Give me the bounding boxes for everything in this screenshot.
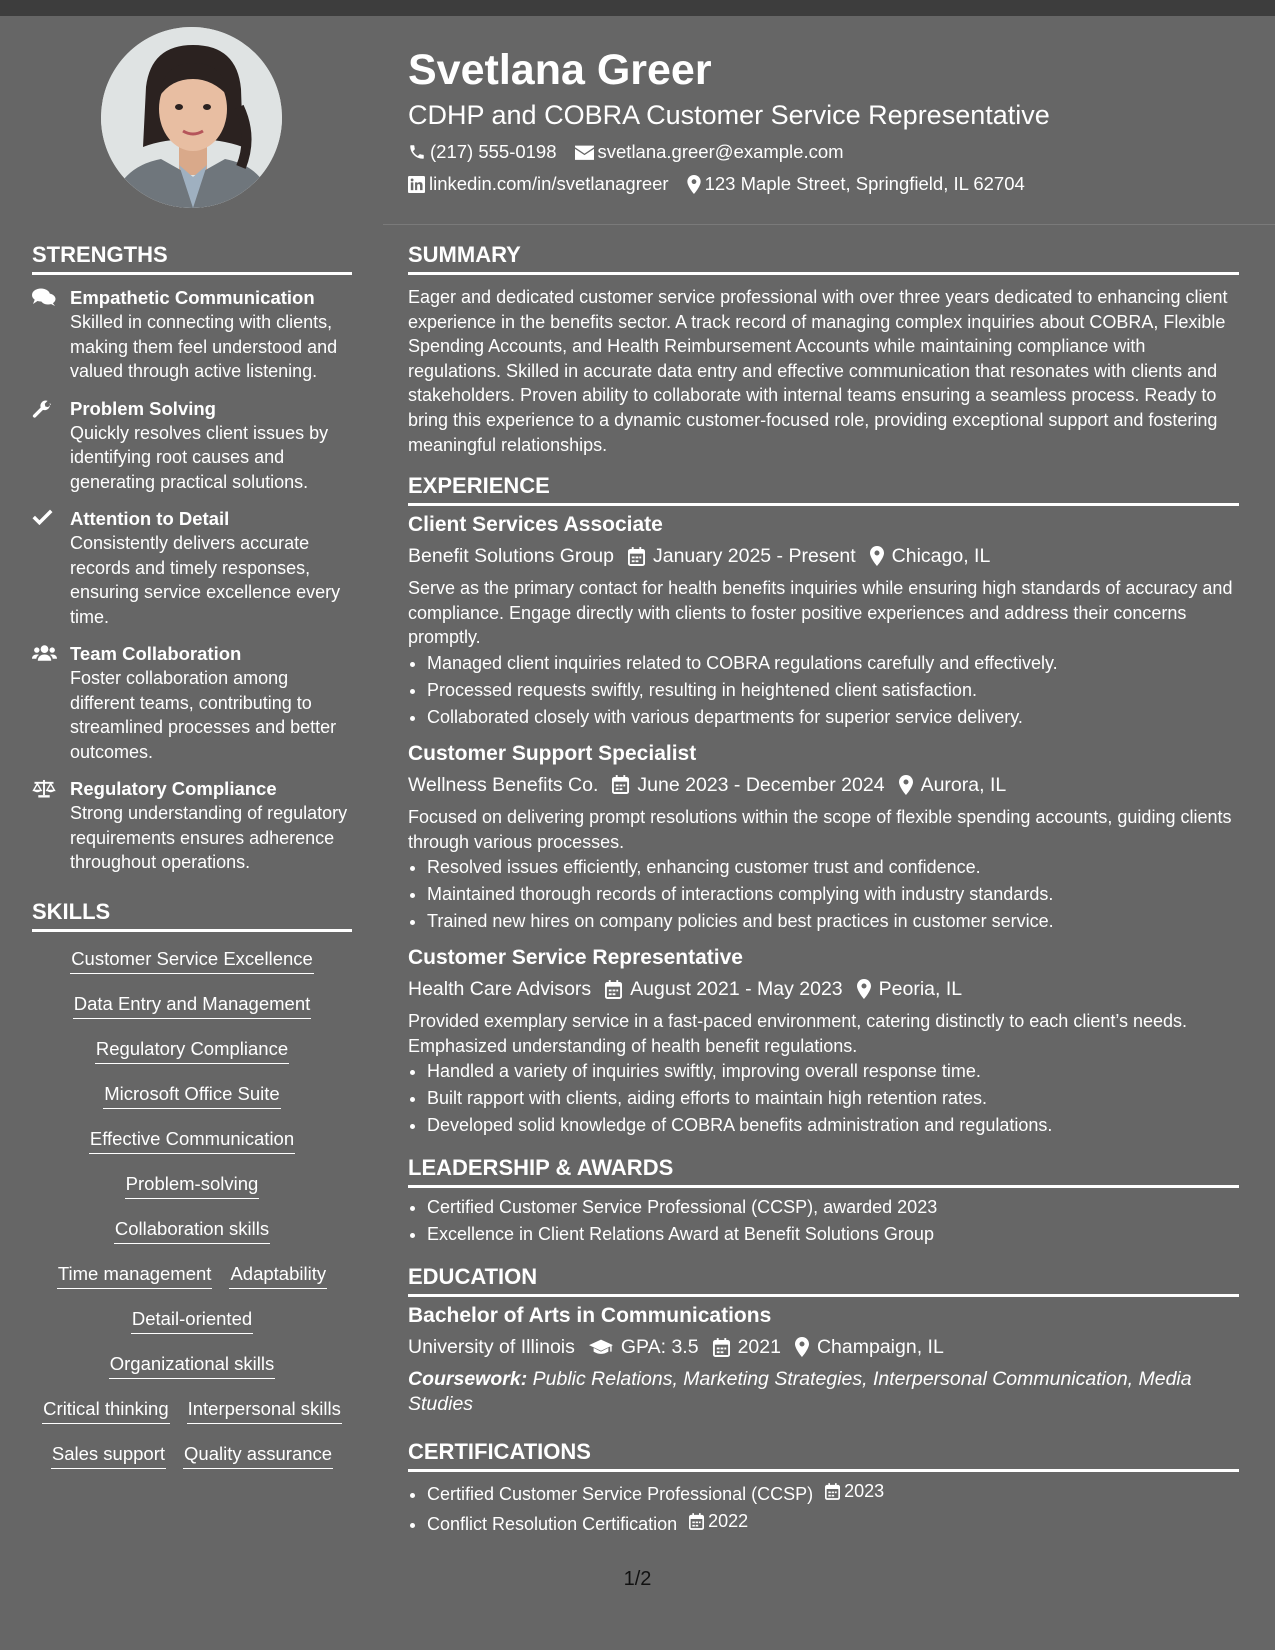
skill-tag: Detail-oriented [131,1306,253,1334]
job-description: Serve as the primary contact for health benefits inquiries while ensuring high standards of accuracy and compliance. Engage directly with clients to foster positive experiences and address their concerns promptly. [408,578,1233,648]
calendar-icon [605,980,622,999]
strength-title: Attention to Detail [70,508,230,529]
school-location: Champaign, IL [816,1336,944,1359]
strength-desc: Foster collaboration among different teams, contributing to streamlined processes and better outcomes. [70,668,337,762]
certification-item [427,1478,1239,1508]
skill-tag: Sales support [51,1441,166,1469]
certifications-list [408,1478,1239,1538]
certification-item [427,1508,1239,1538]
certification-name: Certified Customer Service Professional (CCSP) [427,1483,814,1504]
job-company: Health Care Advisors [408,978,592,1001]
job-bullet: • Resolved issues efficiently, enhancing customer trust and confidence. [427,854,1239,881]
strength-desc: Consistently delivers accurate records and timely responses, ensuring service excellence every time. [70,533,341,627]
summary-heading: SUMMARY [408,242,521,267]
job-meta [408,769,1239,801]
certification-year: 2023 [844,1480,885,1501]
address-text: 123 Maple Street, Springfield, IL 62704 [704,173,1025,194]
linkedin-contact[interactable] [408,168,669,200]
job-bullet: • Maintained thorough records of interactions complying with industry standards. [427,881,1239,908]
sidebar [32,240,352,1486]
strengths-rule [32,272,352,275]
job-bullet: • Developed solid knowledge of COBRA benefits administration and regulations. [427,1112,1239,1139]
calendar-icon [825,1483,840,1500]
job-bullet: • Handled a variety of inquiries swiftly, improving overall response time. [427,1058,1239,1085]
job-bullets [408,1058,1239,1139]
strength-item [32,641,352,764]
users-icon [32,644,57,662]
calendar-icon [689,1513,704,1530]
wrench-icon [32,399,52,419]
contact-line-2 [408,168,1238,200]
comments-icon [32,288,56,307]
calendar-icon [612,775,629,794]
job-dates: June 2023 - December 2024 [637,773,885,796]
contact-line-1 [408,136,1238,168]
job-description: Provided exemplary service in a fast-paced environment, catering distinctly to each client’s needs. Emphasized understanding of health benefit regulations. [408,1011,1188,1056]
strength-desc: Skilled in connecting with clients, making them feel understood and valued through active listening. [70,312,338,381]
job-bullet: • Trained new hires on company policies and best practices in customer service. [427,908,1239,935]
experience-heading: EXPERIENCE [408,473,550,499]
skill-tag: Customer Service Excellence [70,946,314,974]
strength-title: Problem Solving [70,397,216,419]
coursework-text: Public Relations, Marketing Strategies, Interpersonal Communication, Media Studies [408,1368,1192,1415]
job-title: Client Services Associate [408,513,663,537]
check-icon [32,509,53,525]
education-rule [408,1294,1239,1297]
job-entry [408,943,1239,1139]
skill-tag: Organizational skills [109,1351,276,1379]
experience-rule [408,503,1239,506]
job-meta [408,540,1239,572]
skill-tag: Adaptability [229,1261,327,1289]
job-title: Customer Service Representative [408,946,743,970]
certifications-rule [408,1469,1239,1472]
map-marker-icon [795,1337,809,1357]
job-title: Customer Support Specialist [408,741,697,765]
strength-item [32,285,352,384]
skill-tag: Data Entry and Management [73,991,312,1019]
graduation-cap-icon [589,1338,613,1356]
job-meta [408,973,1239,1005]
skill-tag: Time management [57,1261,213,1289]
address-contact [687,168,1025,200]
map-marker-icon [870,546,884,566]
skill-tag: Quality assurance [183,1441,333,1469]
job-description: Focused on delivering prompt resolutions within the scope of flexible spending accounts, guiding clients through various processes. [408,806,1232,852]
job-location: Chicago, IL [891,545,991,568]
skills-heading: SKILLS [32,898,111,924]
strength-title: Empathetic Communication [70,287,315,308]
skill-tag: Effective Communication [89,1126,295,1154]
awards-rule [408,1185,1239,1188]
strength-item [32,396,352,495]
skill-tag: Problem-solving [125,1171,260,1199]
graduation-year: 2021 [737,1336,781,1359]
strength-title: Regulatory Compliance [70,778,277,799]
award-item: • Excellence in Client Relations Award at Benefit Solutions Group [427,1221,1239,1248]
skills-list [32,942,352,1486]
strength-title: Team Collaboration [70,643,242,664]
main-column [408,240,1239,1538]
page-number: 1/2 [623,1568,652,1590]
top-bar [0,0,1275,16]
education-meta [408,1331,1239,1363]
phone-contact [408,136,557,168]
certification-year: 2022 [708,1510,749,1531]
skill-tag: Collaboration skills [114,1216,270,1244]
gpa-text: GPA: 3.5 [620,1336,699,1359]
certification-name: Conflict Resolution Certification [427,1513,678,1534]
map-marker-icon [687,175,701,194]
map-marker-icon [857,979,871,999]
summary-rule [408,272,1239,275]
job-company: Benefit Solutions Group [408,545,614,568]
balance-scale-icon [32,779,56,798]
phone-text: (217) 555-0198 [430,141,557,162]
strength-item [32,776,352,875]
award-item: • Certified Customer Service Professional (CCSP), awarded 2023 [427,1194,1239,1221]
job-entry [408,739,1239,935]
phone-icon [408,143,426,161]
awards-heading: LEADERSHIP & AWARDS [408,1155,674,1181]
linkedin-icon [408,176,425,193]
job-dates: January 2025 - Present [652,545,856,568]
strength-desc: Quickly resolves client issues by identifying root causes and generating practical solutions. [70,422,329,492]
resume-header [408,42,1238,200]
job-bullet: • Managed client inquiries related to COBRA regulations carefully and effectively. [427,650,1239,677]
skills-rule [32,929,352,932]
strengths-heading: STRENGTHS [32,242,168,267]
calendar-icon [628,547,645,566]
job-bullets [408,854,1239,935]
summary-text: Eager and dedicated customer service professional with over three years dedicated to enhancing client experience in the benefits sector. A track record of managing complex inquiries about COBRA, Flexible Spending Accounts, and Health Reimbursement Accounts while maintaining compliance with regulations. Skilled in accurate data entry and effective communication that resonates with clients and stakeholders. Proven ability to collaborate with internal teams ensuring a seamless process. Ready to bring this experience to a dynamic customer-focused role, providing exceptional support and fostering meaningful relationships. [408,287,1228,455]
linkedin-text: linkedin.com/in/svetlanagreer [429,173,669,194]
strength-desc: Strong understanding of regulatory requirements ensures adherence throughout operations. [70,803,348,872]
degree-title: Bachelor of Arts in Communications [408,1304,772,1328]
job-entry [408,510,1239,731]
job-location: Aurora, IL [920,773,1007,796]
header-divider [383,224,1275,225]
calendar-icon [713,1338,730,1357]
email-text: svetlana.greer@example.com [597,141,844,162]
school-name: University of Illinois [408,1336,575,1359]
certifications-heading: CERTIFICATIONS [408,1438,591,1464]
job-bullet: • Built rapport with clients, aiding efforts to maintain high retention rates. [427,1085,1239,1112]
awards-list [408,1194,1239,1248]
strength-item [32,506,352,629]
candidate-title: CDHP and COBRA Customer Service Representative [408,100,1050,130]
job-bullet: • Collaborated closely with various departments for superior service delivery. [427,704,1239,731]
job-location: Peoria, IL [878,978,963,1001]
candidate-name: Svetlana Greer [408,46,712,94]
skill-tag: Microsoft Office Suite [103,1081,280,1109]
job-bullets [408,650,1239,731]
email-contact[interactable] [575,136,844,168]
skill-tag: Interpersonal skills [187,1396,342,1424]
job-dates: August 2021 - May 2023 [630,978,843,1001]
profile-photo [101,27,282,208]
envelope-icon [575,144,594,160]
skill-tag: Regulatory Compliance [95,1036,289,1064]
map-marker-icon [899,775,913,795]
job-company: Wellness Benefits Co. [408,773,599,796]
education-heading: EDUCATION [408,1264,538,1290]
coursework-label: Coursework: [408,1368,528,1391]
skill-tag: Critical thinking [42,1396,169,1424]
coursework [408,1367,1239,1416]
job-bullet: • Processed requests swiftly, resulting in heightened client satisfaction. [427,677,1239,704]
